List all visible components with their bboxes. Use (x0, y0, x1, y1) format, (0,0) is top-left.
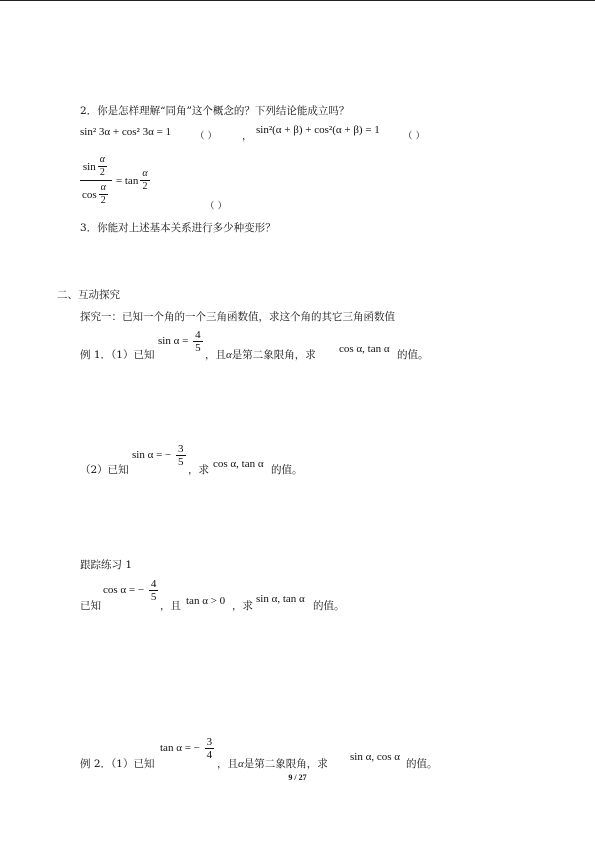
top-rule (0, 0, 595, 1)
example-2-suffix: 的值。 (406, 758, 438, 770)
practice-1-title: 跟踪练习 1 (80, 559, 133, 571)
section-heading: 二、互动探究 (57, 289, 120, 301)
example-2-mid: ，且α是第二象限角，求 (217, 758, 328, 770)
equation-1: sin² 3α + cos² 3α = 1 (80, 126, 172, 138)
practice-1-prefix: 已知 (80, 600, 101, 612)
explore-1-text: 探究一：已知一个角的一个三角函数值，求这个角的其它三角函数值 (80, 311, 395, 323)
practice-1-condition: tan α > 0 (186, 595, 226, 607)
sin-over-cos-fraction: sin $\frac{\alpha}{2}$ cos $\frac{\alpha}{2}$ (80, 154, 112, 207)
example-1-mid: ，且α是第二象限角，求 (205, 349, 316, 361)
example-1b-mid: ，求 (188, 464, 209, 476)
practice-1-suffix: 的值。 (313, 600, 345, 612)
page-number: 9 / 27 (288, 773, 307, 782)
practice-1-target: sin α, tan α (256, 593, 305, 605)
example-1-target: cos α, tan α (339, 343, 390, 355)
example-1b-prefix: （2）已知 (80, 464, 129, 476)
answer-blank-3[interactable]: （ ） (205, 201, 228, 212)
example-2-target: sin α, cos α (350, 751, 401, 763)
example-1-given: sin α = $\frac{4}{5}$ (158, 329, 201, 354)
example-1b-suffix: 的值。 (271, 464, 303, 476)
practice-1-mid1: ，且 (160, 600, 181, 612)
answer-blank-1[interactable]: （ ） (195, 131, 218, 142)
example-2-given: tan α = − $\frac{3}{4}$ (160, 736, 213, 761)
example-2-prefix: 例 2．（1）已知 (80, 758, 155, 770)
question-3-text: 3．你能对上述基本关系进行多少种变形？ (80, 222, 276, 234)
equation-2: sin²(α + β) + cos²(α + β) = 1 (256, 124, 380, 136)
answer-blank-2[interactable]: （ ） (403, 131, 426, 142)
practice-1-mid2: ，求 (232, 600, 253, 612)
example-1-suffix: 的值。 (397, 349, 429, 361)
separator-comma: ， (242, 130, 253, 142)
practice-1-given: cos α = − $\frac{4}{5}$ (103, 578, 157, 603)
example-1b-target: cos α, tan α (213, 458, 264, 470)
example-1-prefix: 例 1．（1）已知 (80, 349, 155, 361)
question-2-text: 2．你是怎样理解“同角”这个概念的？下列结论能成立吗？ (80, 105, 350, 117)
example-1b-given: sin α = − $\frac{3}{5}$ (132, 443, 184, 468)
equation-3: sin $\frac{\alpha}{2}$ cos $\frac{\alpha}{2}$ = tan $\frac{\alpha}{2}$ (82, 154, 148, 206)
